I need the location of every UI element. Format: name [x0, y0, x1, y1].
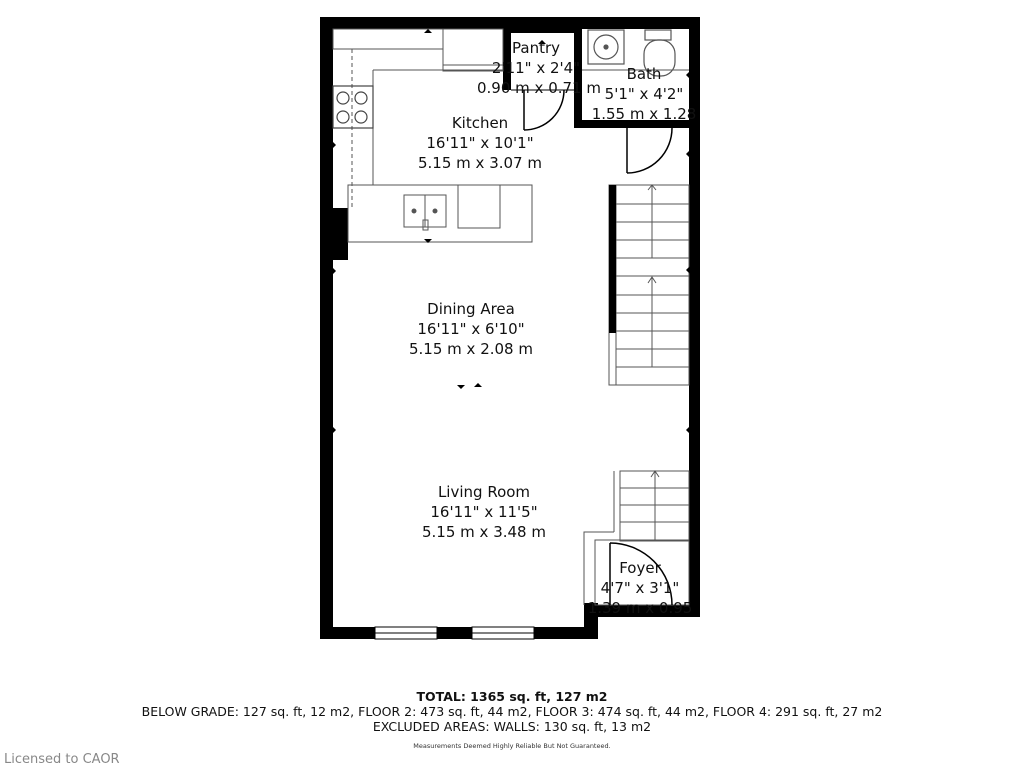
wall-left	[320, 17, 333, 639]
excluded-areas: EXCLUDED AREAS: WALLS: 130 sq. ft, 13 m2	[372, 719, 652, 734]
wall-right	[689, 115, 700, 617]
living-metric: 5.15 m x 3.48 m	[422, 523, 546, 541]
kitchen-sink	[404, 195, 446, 230]
foyer-name: Foyer	[619, 559, 661, 577]
stair-wall	[609, 185, 616, 333]
living-name: Living Room	[437, 483, 531, 501]
floor-areas: BELOW GRADE: 127 sq. ft, 12 m2, FLOOR 2: 473 sq. ft, 44 m2, FLOOR 3: 474 sq. ft, 44 m2, FLOOR 4: 291 sq. ft, 27 m2	[141, 704, 883, 719]
dishwasher	[458, 185, 500, 228]
pantry-name: Pantry	[512, 39, 560, 57]
pantry-label	[477, 38, 601, 98]
pantry-metric: 0.90 m x 0.71 m	[477, 79, 601, 97]
bath-door	[627, 128, 672, 173]
stove	[333, 86, 373, 128]
bath-name: Bath	[626, 65, 662, 83]
foyer-imperial: 4'7" x 3'1"	[600, 579, 680, 597]
kitchen-metric: 5.15 m x 3.07 m	[418, 154, 542, 172]
dining-imperial: 16'11" x 6'10"	[417, 320, 525, 338]
bath-imperial: 5'1" x 4'2"	[604, 85, 684, 103]
bath-label	[584, 64, 704, 124]
stairs-upper	[609, 185, 689, 385]
bath-metric: 1.55 m x 1.28	[591, 105, 697, 123]
dining-metric: 5.15 m x 2.08 m	[409, 340, 533, 358]
pantry-imperial: 2'11" x 2'4"	[491, 59, 581, 77]
dining-label	[391, 299, 551, 359]
wall-bottom	[320, 627, 598, 639]
living-imperial: 16'11" x 11'5"	[430, 503, 538, 521]
foyer-label	[580, 558, 700, 618]
foyer-metric: 1.39 m x 0.95	[587, 599, 693, 617]
living-label	[404, 482, 564, 542]
license-watermark: Licensed to CAOR	[4, 752, 120, 767]
total-area: TOTAL: 1365 sq. ft, 127 m2	[416, 689, 608, 704]
dining-name: Dining Area	[427, 300, 515, 318]
wall-left-stub	[320, 208, 348, 260]
kitchen-label	[400, 113, 560, 173]
kitchen-name: Kitchen	[451, 114, 509, 132]
kitchen-imperial: 16'11" x 10'1"	[426, 134, 534, 152]
disclaimer: Measurements Deemed Highly Reliable But Not Guaranteed.	[413, 742, 611, 750]
